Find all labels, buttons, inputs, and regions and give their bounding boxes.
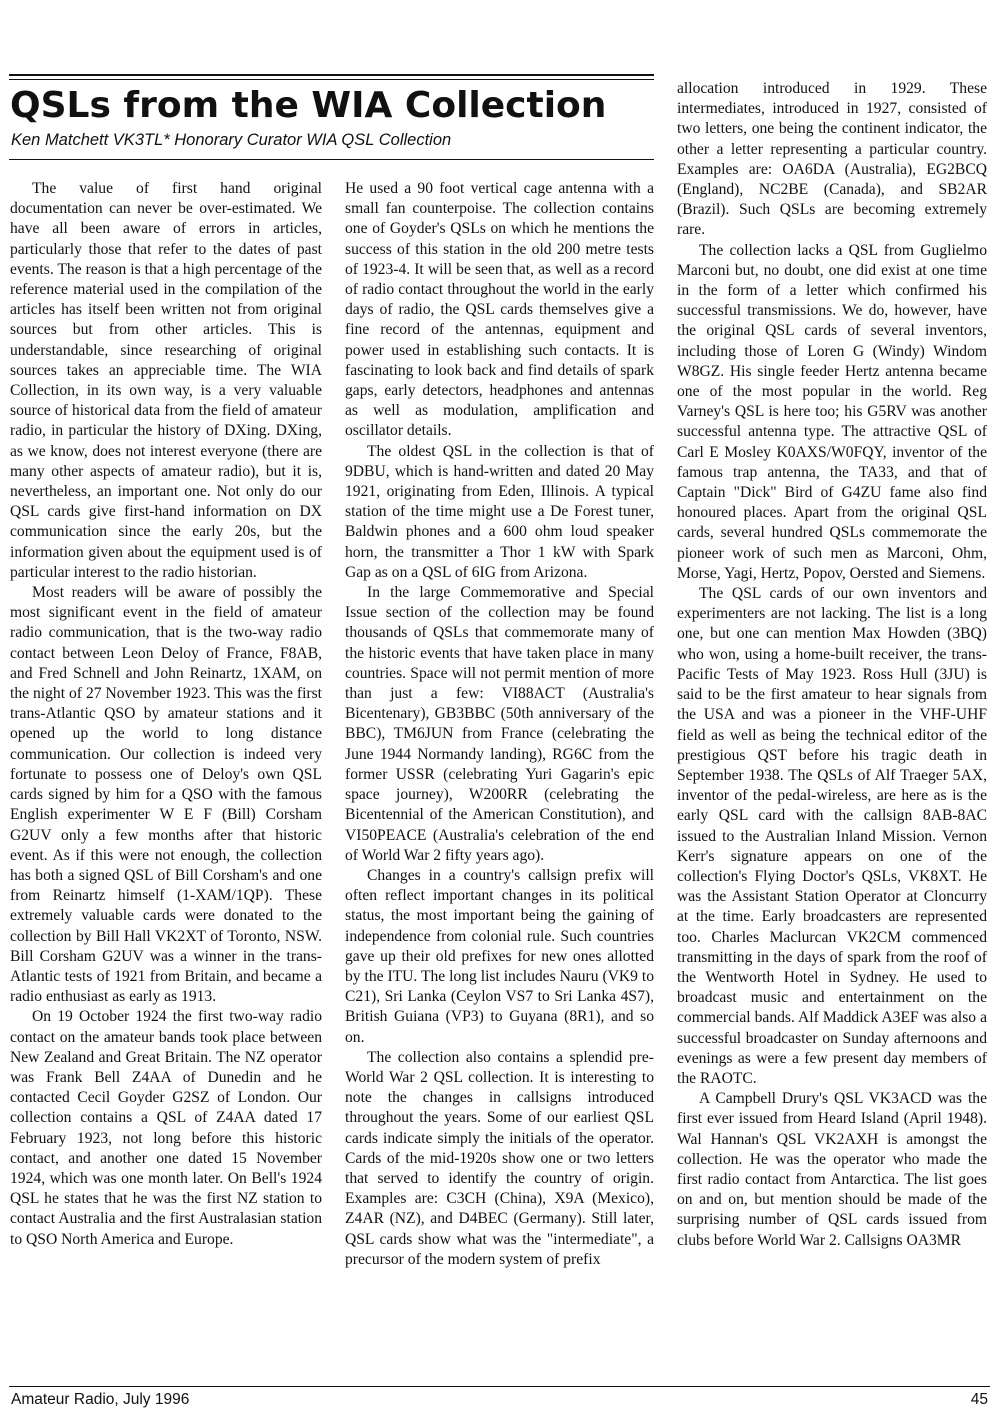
paragraph: In the large Commemorative and Special Issue section of the collection may be found thousands of QSLs that commemorate many of the historic events that have taken place in many countries. Space will not permit mention of more than just a few: VI88ACT (Australia's Bicentenary), GB3BBC (50th anniversary of the BBC), TM6JUN from France (celebrating the June 1944 Normandy landing), RG6C from the former USSR (celebrating Yuri Gagarin's epic space journey), W200RR (celebrating the Bicentennial of the American Constitution), and VI50PEACE (Australia's celebration of the end of World War 2 fifty years ago). (345, 584, 654, 864)
paragraph: The QSL cards of our own inventors and experimenters are not lacking. The list is a long one, but one can mention Max Howden (3BQ) who won, using a home-built receiver, the trans-Pacific Tests of May 1923. Ross Hull (3JU) is said to be the first amateur to hear signals from the USA and was a pioneer in the VHF-UHF field as well as being the technical editor of the prestigious QST before his tragic death in September 1938. The QSLs of Alf Traeger 5AX, inventor of the pedal-wireless, are here as is the early QSL card with the callsign 8AB-8AC issued to the Australian Inland Mission. Vernon Kerr's signature appears on one of the collection's Flying Doctor's QSLs, VK8XT. He was the Assistant Station Operator at Cloncurry at the time. Early broadcasters are represented too. Charles Maclurcan VK2CM commenced transmitting in the days of spark from the roof of the Wentworth Hotel in Sydney. He used to broadcast music and entertainment on the commercial bands. Alf Maddick A3EF was also a successful broadcaster on Sunday afternoons and evenings as were a few present day members of the RAOTC. (677, 585, 987, 1087)
paragraph: A Campbell Drury's QSL VK3ACD was the first ever issued from Heard Island (April 1948). Wal Hannan's QSL VK2AXH is amongst the collection. He was the operator who made the first radio contact from Antarctica. The list goes on and on, but mention should be made of the surprising number of QSL cards issued from clubs before World War 2. Callsigns OA3MR (677, 1090, 987, 1249)
paragraph-continued: He used a 90 foot vertical cage antenna with a small fan counterpoise. The collection contains one of Goyder's QSLs on which he mentions the success of this station in the old 200 metre tests of 1923-4. It will be seen that, as well as a record of radio contact throughout the world in the early days of radio, the QSL cards themselves give a fine record of the antennas, equipment and power used in establishing such contacts. It is fascinating to look back and find details of spark gaps, early detectors, headphones and antennas as well as modulation, amplification and oscillator details. (345, 180, 654, 440)
text-column-3 (677, 79, 987, 1374)
article-byline: Ken Matchett VK3TL* Honorary Curator WIA QSL Collection (11, 131, 452, 149)
title-top-rule (9, 74, 654, 80)
paragraph: Changes in a country's callsign prefix will often reflect important changes in its political status, the most important being the gaining of independence from colonial rule. Such countries gave up their old prefixes for new ones allotted by the ITU. The long list includes Nauru (VK9 to C21), Sri Lanka (Ceylon VS7 to Sri Lanka 4S7), British Guiana (VP3) to Guyana (8R1), and so on. (345, 866, 654, 1046)
text-column-1 (10, 179, 322, 1374)
paragraph: Most readers will be aware of possibly the most significant event in the field of amateur radio communication, that is the two-way radio contact between Leon Deloy of France, F8AB, and Fred Schnell and John Reinartz, 1XAM, on the night of 27 November 1923. This was the first trans-Atlantic QSO by amateur stations and it opened up the world to long distance communication. Our collection is indeed very fortunate to possess one of Deloy's own QSL cards signed by him for a QSO with the famous English experimenter W E F (Bill) Corsham G2UV only a few months after that historic event. As if this were not enough, the collection has both a signed QSL of Bill Corsham's and one from Reinartz himself (1-XAM/1QP). These extremely valuable cards were donated to the collection by Bill Hall VK2XT of Toronto, NSW. Bill Corsham G2UV was a winner in the trans-Atlantic tests of 1921 from Britain, and became a radio enthusiast as early as 1913. (10, 584, 322, 1006)
footer-page-number: 45 (970, 1391, 988, 1408)
byline-rule (9, 159, 654, 160)
text-column-2 (345, 179, 654, 1374)
paragraph: The collection also contains a splendid pre-World War 2 QSL collection. It is interesting to note the changes in callsigns introduced throughout the years. Some of our earliest QSL cards indicate simply the initials of the operator. Cards of the mid-1920s show one or two letters that served to identify the country of origin. Examples are: C3CH (China), X9A (Mexico), Z4AR (NZ), and D4BEC (Germany). Still later, QSL cards show what was the "intermediate", a precursor of the modern system of prefix (345, 1048, 654, 1268)
paragraph: The oldest QSL in the collection is that of 9DBU, which is hand-written and dated 20 May 1921, originating from Eden, Illinois. A typical station of the time might use a De Forest tuner, Baldwin phones and a 600 ohm loud speaker horn, the transmitter a Thor 1 kW with Spark Gap as on a QSL of 6IG from Arizona. (345, 442, 654, 581)
paragraph: The collection lacks a QSL from Guglielmo Marconi but, no doubt, one did exist at one time in the form of a letter which confirmed his successful transmissions. We do, however, have the original QSL cards of several inventors, including those of Loren G (Windy) Windom W8GZ. His single feeder Hertz antenna became one of the most popular in the world. Reg Varney's QSL is here too; his G5RV was another successful antenna type. The attractive QSL of Carl E Mosley K0AXS/W0FQY, inventor of the famous trap antenna, the TA33, and that of Captain "Dick" Bird of G4ZU fame also find honoured places. Apart from the original QSL cards, several hundred QSLs commemorate the pioneer work of such men as Marconi, Ohm, Morse, Yagi, Hertz, Popov, Oersted and Siemens. (677, 241, 987, 582)
footer-publication: Amateur Radio, July 1996 (11, 1391, 190, 1408)
paragraph: On 19 October 1924 the first two-way radio contact on the amateur bands took place between New Zealand and Great Britain. The NZ operator was Frank Bell Z4AA of Dunedin and he contacted Cecil Goyder G2SZ of London. Our collection contains a QSL of Z4AA dated 17 February 1923, not long before this historic contact, and another one dated 15 November 1924, which was one month later. On Bell's 1924 QSL he states that he was the first NZ station to contact Australia and the first Australasian station to QSO North America and Europe. (10, 1008, 322, 1248)
paragraph: The value of first hand original documentation can never be over-estimated. We have all been aware of errors in articles, particularly those that refer to the dates of past events. The reason is that a high percentage of the reference material used in the compilation of the articles has itself been written not from original sources but from other articles. This is understandable, since researching of original sources takes an appreciable time. The WIA Collection, in its own way, is a very valuable source of historical data from the field of amateur radio, in particular the history of DXing. DXing, as we know, does not interest everyone (there are many other aspects of amateur radio), but it is, nevertheless, an important one. Not only do our QSL cards give first-hand information on DX communication since the early 20s, but the information given about the equipment used is of particular interest to the radio historian. (10, 180, 322, 581)
footer-rule (9, 1386, 990, 1387)
paragraph-continued: allocation introduced in 1929. These intermediates, introduced in 1927, consisted of two letters, one being the continent indicator, the other a letter representing a particular country. Examples are: OA6DA (Australia), EG2BCQ (England), NC2BE (Canada), and SB2AR (Brazil). Such QSLs are becoming extremely rare. (677, 80, 987, 239)
article-title: QSLs from the WIA Collection (10, 85, 607, 126)
